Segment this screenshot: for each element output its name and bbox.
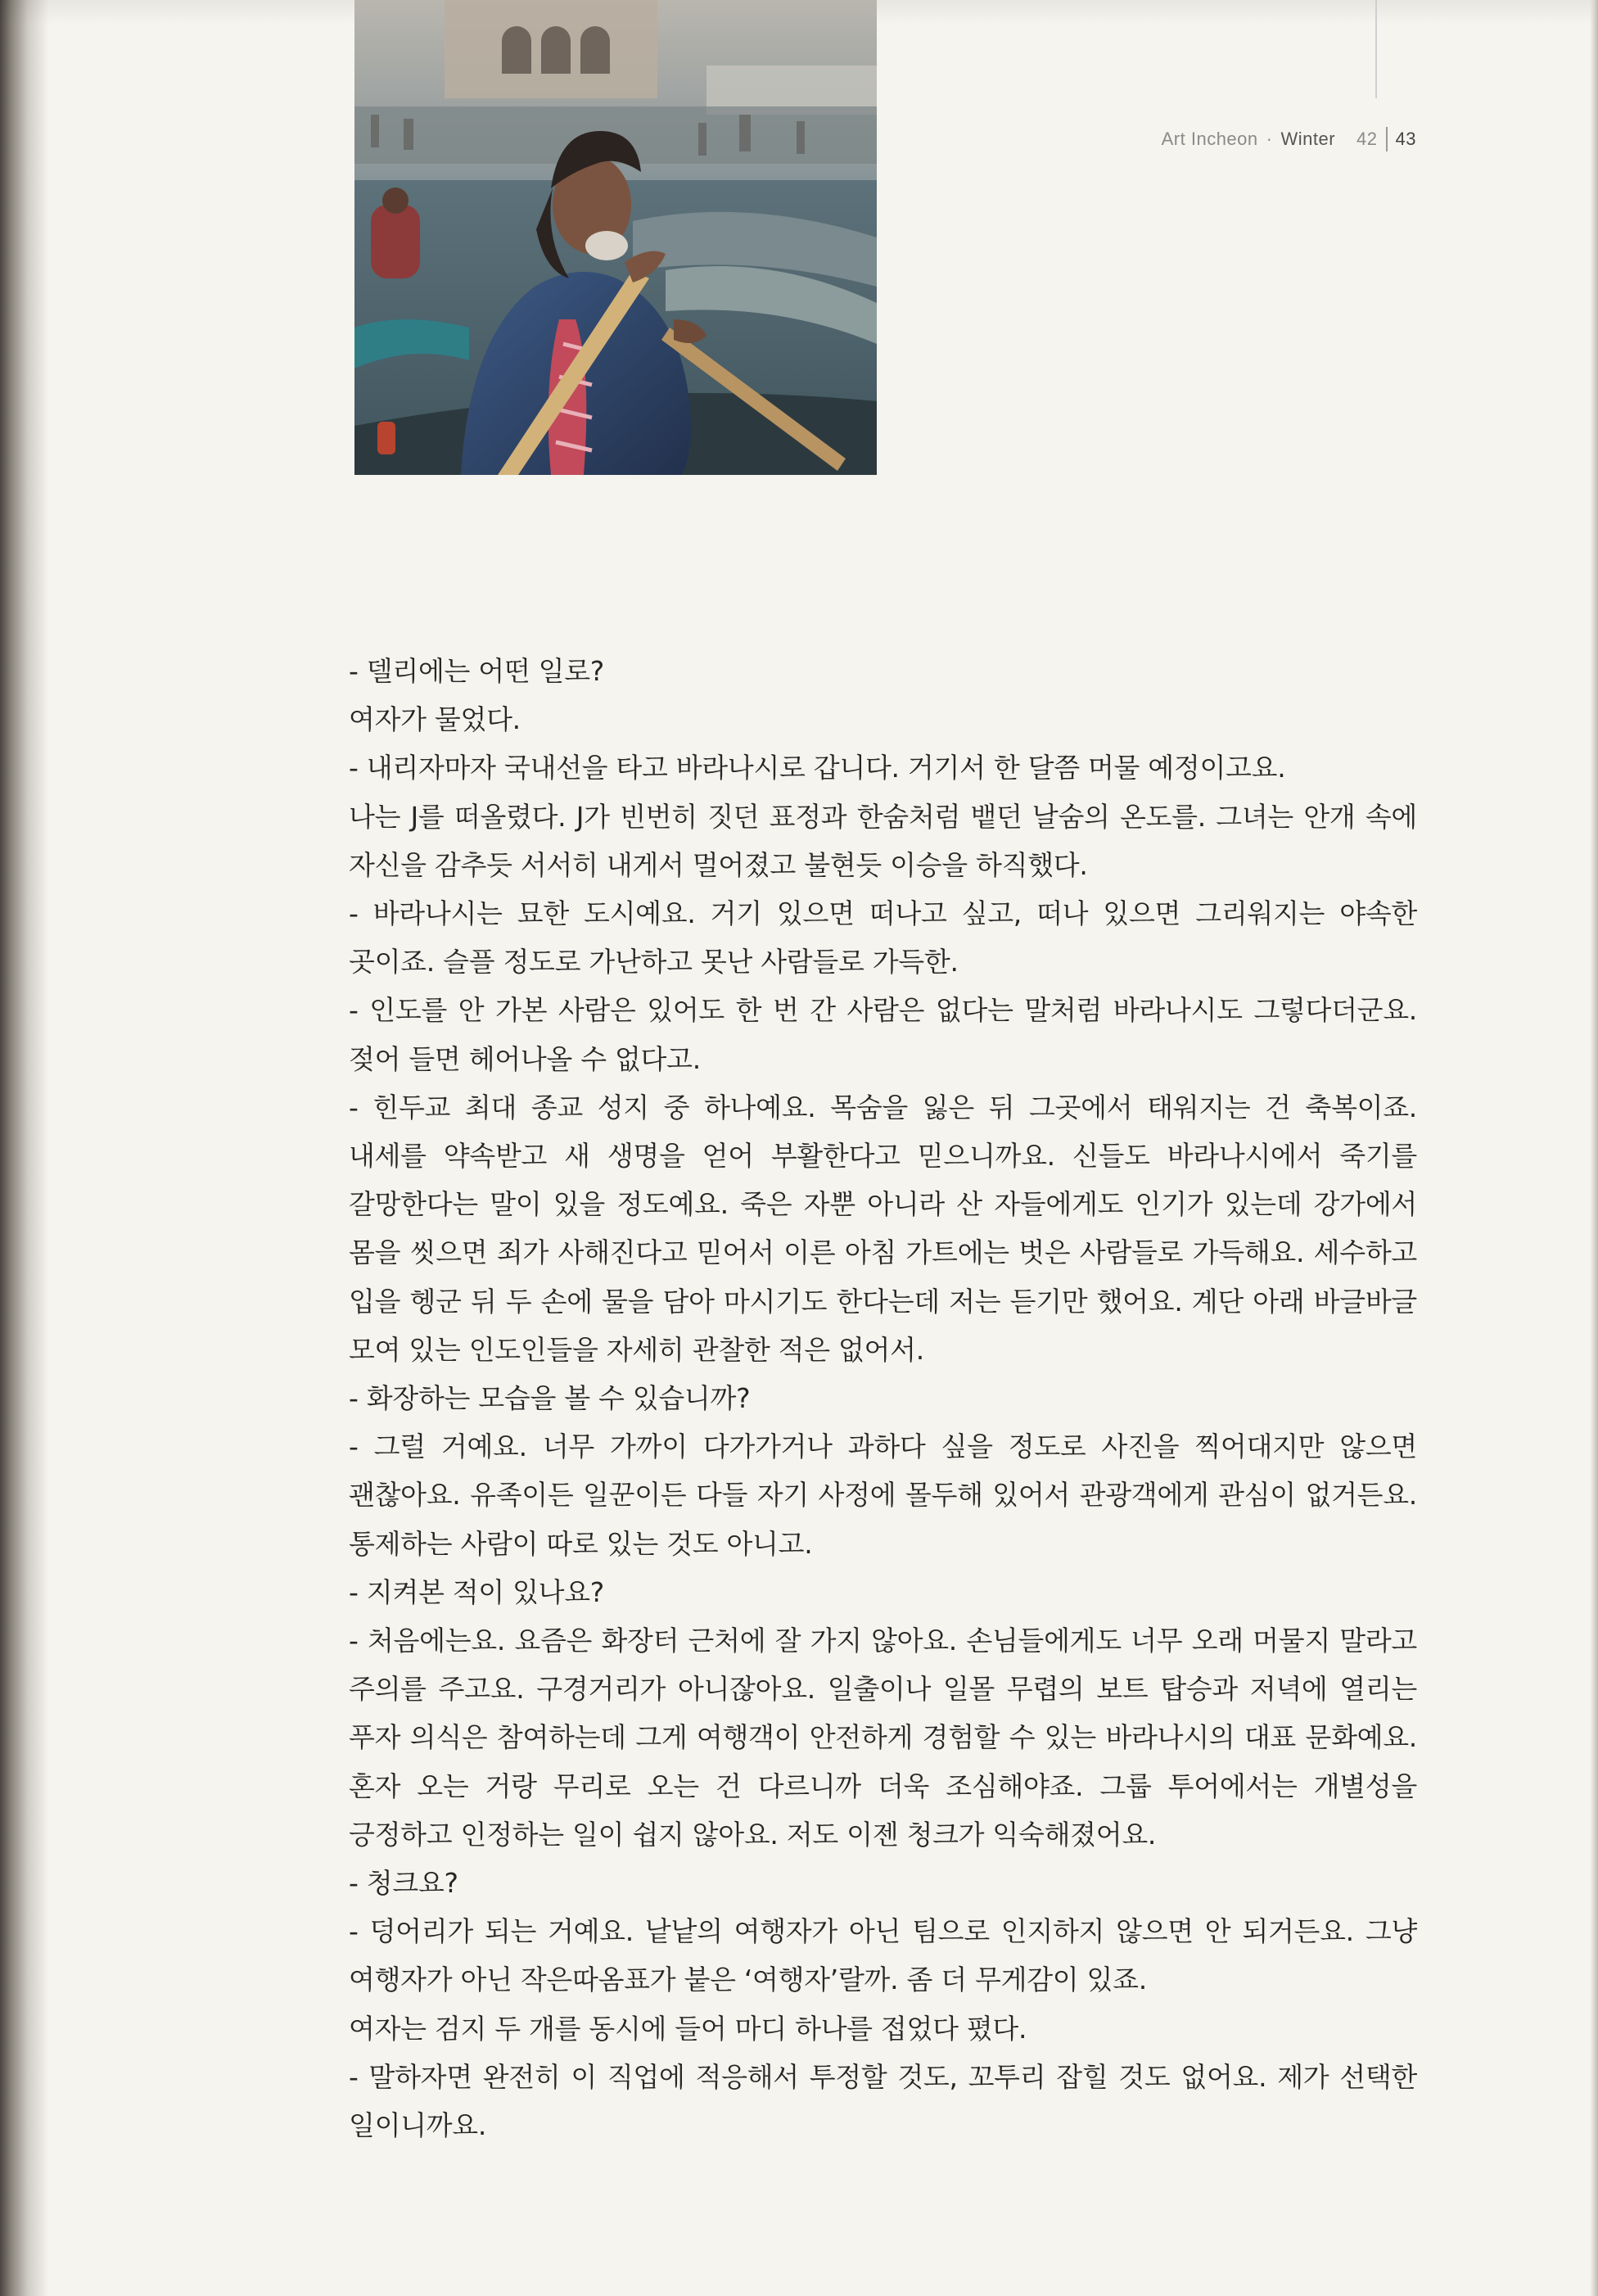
page-number-right: 43 — [1395, 129, 1416, 149]
paragraph: - 델리에는 어떤 일로? — [349, 655, 605, 687]
header-rule — [1375, 0, 1377, 98]
article-body — [349, 647, 1417, 2149]
paragraph: - 그럴 거예요. 너무 가까이 다가가거나 과하다 싶을 정도로 사진을 찍어대지만 않으면 괜찮아요. 유족이든 일꾼이든 다들 자기 사정에 몰두해 있어서 관광객에게 관심이 없거든요. 통제하는 사람이 따로 있는 것도 아니고. — [349, 1430, 1417, 1560]
paragraph: 여자는 검지 두 개를 동시에 들어 마디 하나를 접었다 폈다. — [349, 2012, 1027, 2045]
paragraph: - 인도를 안 가본 사람은 있어도 한 번 간 사람은 없다는 말처럼 바라나시도 그렇다더군요. 젖어 들면 헤어나올 수 없다고. — [349, 994, 1417, 1075]
page-edge — [1590, 0, 1598, 2296]
paragraph: 여자가 물었다. — [349, 703, 521, 736]
header-separator: · — [1266, 129, 1273, 149]
boatman-photo — [354, 0, 877, 475]
page-number-divider — [1386, 127, 1388, 151]
magazine-name: Art Incheon — [1161, 129, 1258, 149]
paragraph: - 힌두교 최대 종교 성지 중 하나예요. 목숨을 잃은 뒤 그곳에서 태워지는 건 축복이죠. 내세를 약속받고 새 생명을 얻어 부활한다고 믿으니까요. 신들도 바라나시에서 죽기를 갈망한다는 말이 있을 정도예요. 죽은 자뿐 아니라 산 자들에게도 인기가 있는데 강가에서 몸을 씻으면 죄가 사해진다고 믿어서 이른 아침 가트에는 벗은 사람들로 가득해요. 세수하고 입을 헹군 뒤 두 손에 물을 담아 마시기도 한다는데 저는 듣기만 했어요. 계단 아래 바글바글 모여 있는 인도인들을 자세히 관찰한 적은 없어서. — [349, 1091, 1417, 1366]
book-gutter-shadow — [0, 0, 49, 2296]
paragraph: - 내리자마자 국내선을 타고 바라나시로 갑니다. 거기서 한 달쯤 머물 예정이고요. — [349, 752, 1286, 784]
page-number-left: 42 — [1356, 129, 1378, 149]
paragraph: - 화장하는 모습을 볼 수 있습니까? — [349, 1382, 751, 1415]
paragraph: - 덩어리가 되는 거예요. 낱낱의 여행자가 아닌 팀으로 인지하지 않으면 안 되거든요. 그냥 여행자가 아닌 작은따옴표가 붙은 ‘여행자’랄까. 좀 더 무게감이 있죠. — [349, 1915, 1417, 1996]
paragraph: 나는 J를 떠올렸다. J가 빈번히 짓던 표정과 한숨처럼 뱉던 날숨의 온도를. 그녀는 안개 속에 자신을 감추듯 서서히 내게서 멀어졌고 불현듯 이승을 하직했다. — [349, 800, 1417, 881]
paragraph: - 지켜본 적이 있나요? — [349, 1575, 605, 1608]
paragraph: - 청크요? — [349, 1867, 458, 1900]
paragraph: - 바라나시는 묘한 도시예요. 거기 있으면 떠나고 싶고, 떠나 있으면 그리워지는 야속한 곳이죠. 슬플 정도로 가난하고 못난 사람들로 가득한. — [349, 897, 1417, 979]
season-label: Winter — [1280, 129, 1336, 149]
running-header — [1146, 123, 1416, 156]
paragraph: - 말하자면 완전히 이 직업에 적응해서 투정할 것도, 꼬투리 잡힐 것도 없어요. 제가 선택한 일이니까요. — [349, 2060, 1417, 2142]
paragraph: - 처음에는요. 요즘은 화장터 근처에 잘 가지 않아요. 손님들에게도 너무 오래 머물지 말라고 주의를 주고요. 구경거리가 아니잖아요. 일출이나 일몰 무렵의 보트 탑승과 저녁에 열리는 푸자 의식은 참여하는데 그게 여행객이 안전하게 경험할 수 있는 바라나시의 대표 문화예요. 혼자 오는 거랑 무리로 오는 건 다르니까 더욱 조심해야죠. 그룹 투어에서는 개별성을 긍정하고 인정하는 일이 쉽지 않아요. 저도 이젠 청크가 익숙해졌어요. — [349, 1625, 1417, 1851]
